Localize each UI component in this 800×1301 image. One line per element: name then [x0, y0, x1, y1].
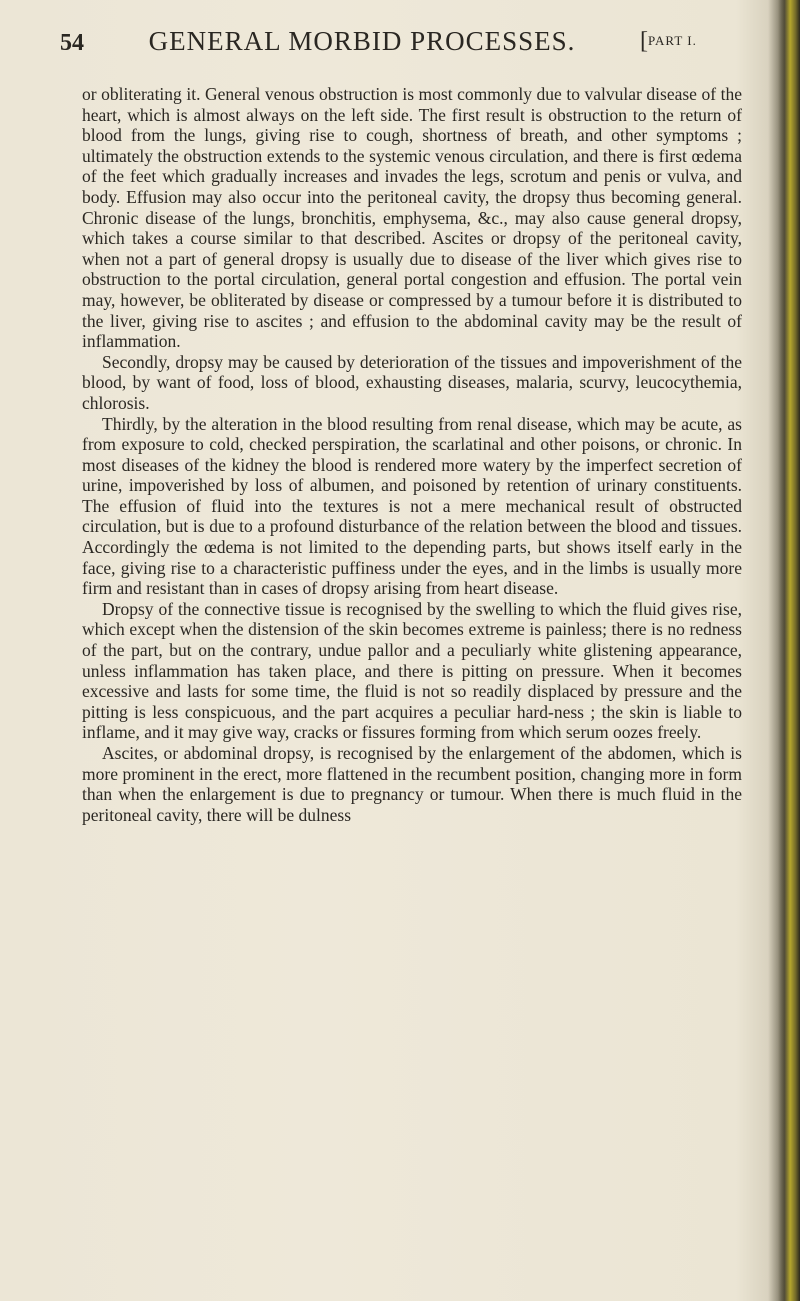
running-title: GENERAL MORBID PROCESSES. [148, 26, 576, 56]
part-label-text: PART I. [648, 33, 697, 48]
paragraph-venous-obstruction: or obliterating it. General venous obstruction is most commonly due to valvular disease of the heart, which is almost always on the left side. The first result is obstruction to the return of blood from the lungs, giving rise to cough, shortness of breath, and other symptoms ; ultimately the obstruction extends to the systemic venous circulation, and there is first œdema of the feet which gradually increases and invades the legs, scrotum and penis or vulva, and body. Effusion may also occur into the peritoneal cavity, the dropsy thus becoming general. Chronic disease of the lungs, bronchitis, emphysema, &c., may also cause general dropsy, which takes a course similar to that described. Ascites or dropsy of the peritoneal cavity, when not a part of general dropsy is usually due to disease of the liver which gives rise to obstruction to the portal circulation, general portal congestion and effusion. The portal vein may, however, be obliterated by disease or compressed by a tumour before it is distributed to the liver, giving rise to ascites ; and effusion to the abdominal cavity may be the result of inflammation. [82, 84, 742, 352]
part-bracket: [ [640, 28, 648, 54]
page-number: 54 [60, 30, 84, 56]
paragraph-ascites: Ascites, or abdominal dropsy, is recognised by the enlargement of the abdomen, which is more prominent in the erect, more flattened in the recumbent position, changing more in form than when the enlargement is due to pregnancy or tumour. When there is much fluid in the peritoneal cavity, there will be dulness [82, 743, 742, 825]
paragraph-secondly: Secondly, dropsy may be caused by deterioration of the tissues and impoverishment of the blood, by want of food, loss of blood, exhausting diseases, malaria, scurvy, leucocythemia, chlorosis. [82, 351, 742, 413]
body-text [82, 84, 742, 825]
part-label [640, 28, 697, 55]
page-header [60, 22, 770, 66]
paragraph-connective-tissue: Dropsy of the connective tissue is recognised by the swelling to which the fluid gives rise, which except when the distension of the skin becomes extreme is painless; there is no redness of the part, but on the contrary, undue pallor and a peculiarly white glistening appearance, unless inflammation has taken place, and there is pitting on pressure. When it becomes excessive and lasts for some time, the fluid is not so readily displaced by pressure and the pitting is less conspicuous, and the part acquires a peculiar hard-ness ; the skin is liable to inflame, and it may give way, cracks or fissures forming from which serum oozes freely. [82, 598, 742, 743]
book-spine-edge [778, 0, 800, 1301]
paragraph-thirdly: Thirdly, by the alteration in the blood resulting from renal disease, which may be acute, as from exposure to cold, checked perspiration, the scarlatinal and other poisons, or chronic. In most diseases of the kidney the blood is rendered more watery by the imperfect secretion of urine, impoverished by loss of albumen, and poisoned by retention of urinary constituents. The effusion of fluid into the textures is not a mere mechanical result of obstructed circulation, but is due to a profound disturbance of the relation between the blood and tissues. Accordingly the œdema is not limited to the depending parts, but shows itself early in the face, giving rise to a characteristic puffiness under the eyes, and in the limbs is usually more firm and resistant than in cases of dropsy arising from heart disease. [82, 413, 742, 599]
